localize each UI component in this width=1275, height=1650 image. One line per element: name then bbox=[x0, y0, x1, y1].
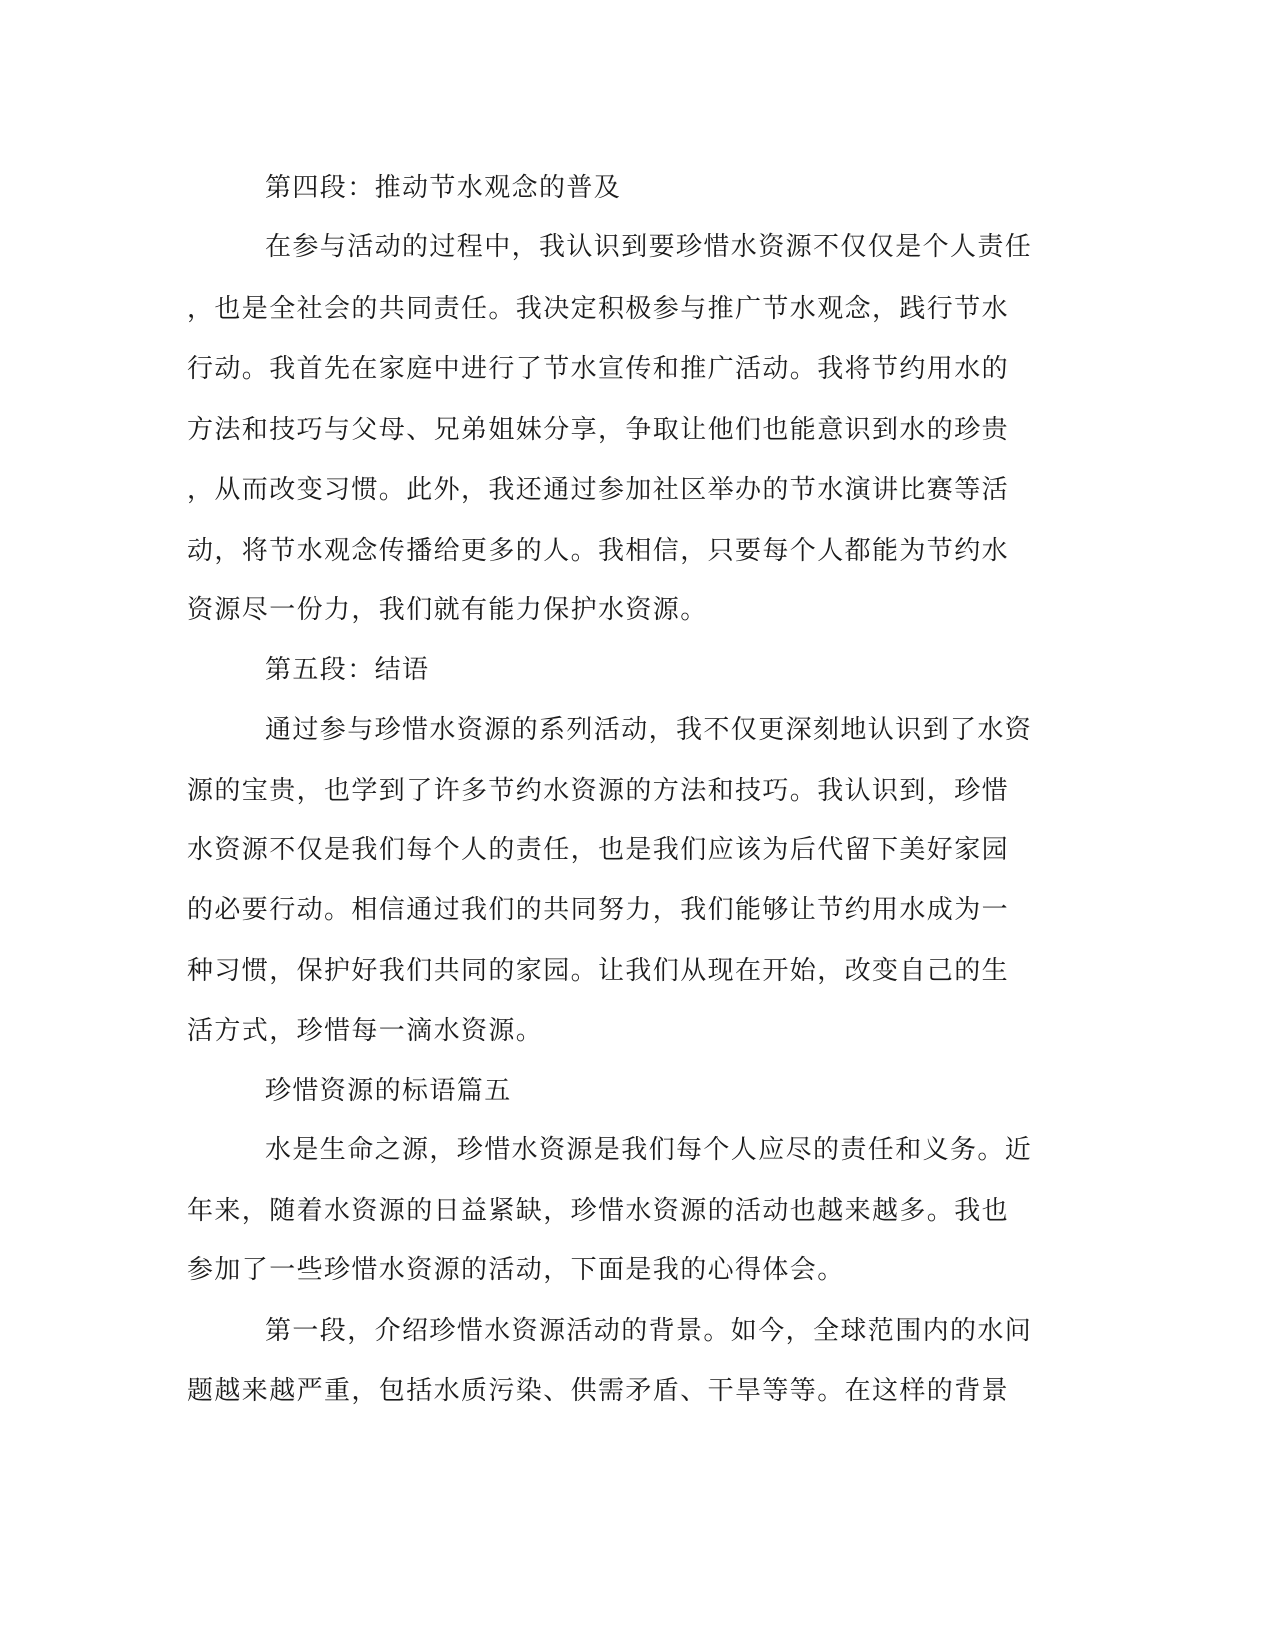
paragraph-line: 方法和技巧与父母、兄弟姐妹分享，争取让他们也能意识到水的珍贵 bbox=[187, 415, 1010, 445]
paragraph-line: 水是生命之源，珍惜水资源是我们每个人应尽的责任和义务。近 bbox=[265, 1135, 1033, 1165]
paragraph-line: 题越来越严重，包括水质污染、供需矛盾、干旱等等。在这样的背景 bbox=[187, 1376, 1010, 1406]
paragraph-line: 资源尽一份力，我们就有能力保护水资源。 bbox=[187, 595, 708, 625]
paragraph-line: 通过参与珍惜水资源的系列活动，我不仅更深刻地认识到了水资 bbox=[265, 715, 1033, 745]
paragraph-line: 年来，随着水资源的日益紧缺，珍惜水资源的活动也越来越多。我也 bbox=[187, 1196, 1010, 1226]
paragraph-line: 种习惯，保护好我们共同的家园。让我们从现在开始，改变自己的生 bbox=[187, 956, 1010, 986]
paragraph-line: ，从而改变习惯。此外，我还通过参加社区举办的节水演讲比赛等活 bbox=[187, 475, 1010, 505]
paragraph-line: 第一段，介绍珍惜水资源活动的背景。如今，全球范围内的水问 bbox=[265, 1316, 1033, 1346]
paragraph-line: 源的宝贵，也学到了许多节约水资源的方法和技巧。我认识到，珍惜 bbox=[187, 776, 1010, 806]
paragraph-line: 在参与活动的过程中，我认识到要珍惜水资源不仅仅是个人责任 bbox=[265, 232, 1033, 262]
paragraph-line: ，也是全社会的共同责任。我决定积极参与推广节水观念，践行节水 bbox=[187, 294, 1010, 324]
paragraph-line: 的必要行动。相信通过我们的共同努力，我们能够让节约用水成为一 bbox=[187, 895, 1010, 925]
section-heading-5: 第五段：结语 bbox=[265, 655, 430, 685]
paragraph-line: 行动。我首先在家庭中进行了节水宣传和推广活动。我将节约用水的 bbox=[187, 354, 1010, 384]
section-heading-4: 第四段：推动节水观念的普及 bbox=[265, 173, 622, 203]
paragraph-line: 水资源不仅是我们每个人的责任，也是我们应该为后代留下美好家园 bbox=[187, 835, 1010, 865]
paragraph-line: 活方式，珍惜每一滴水资源。 bbox=[187, 1016, 544, 1046]
article-title: 珍惜资源的标语篇五 bbox=[265, 1076, 512, 1106]
paragraph-line: 动，将节水观念传播给更多的人。我相信，只要每个人都能为节约水 bbox=[187, 536, 1010, 566]
paragraph-line: 参加了一些珍惜水资源的活动，下面是我的心得体会。 bbox=[187, 1255, 845, 1285]
